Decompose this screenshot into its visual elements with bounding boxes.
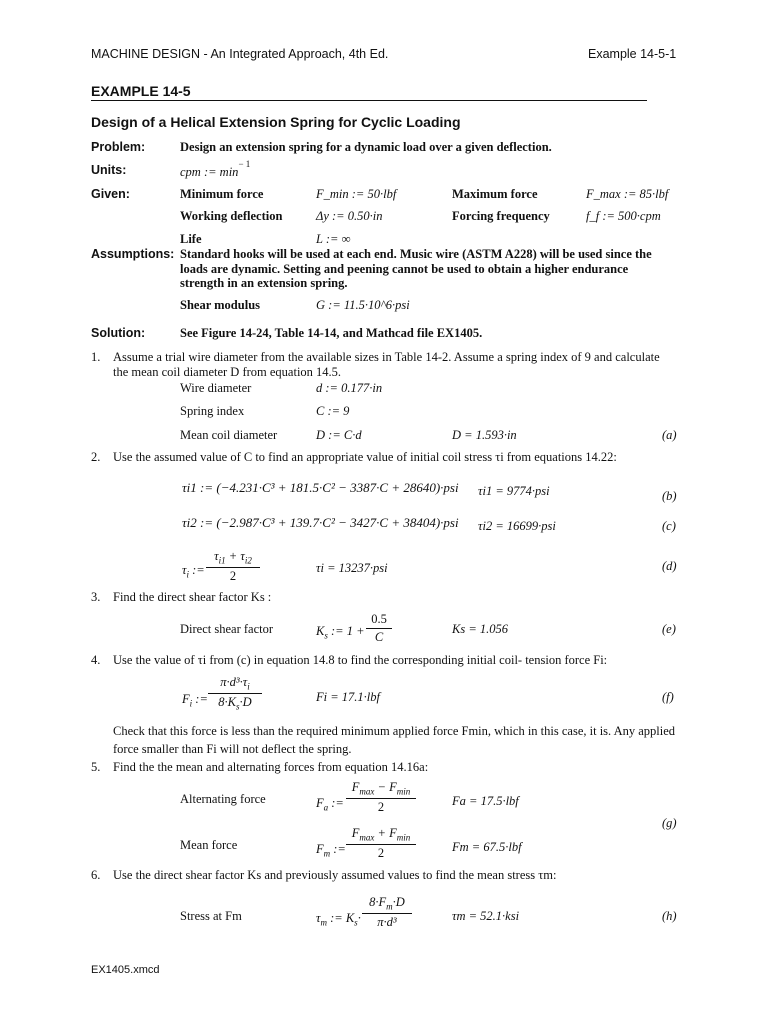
eq-tag-f: (f): [662, 690, 674, 704]
fa-result: Fa = 17.5·lbf: [452, 794, 519, 808]
taum-fraction: $8\cdot F_m\cdot D$ π·d³: [362, 895, 412, 930]
step-1-number: 1.: [91, 350, 101, 364]
fm-lhs: $F_m$ :=: [316, 842, 346, 859]
label-solution: Solution:: [91, 326, 146, 340]
label-given: Given:: [91, 187, 130, 201]
step-5-text: Find the the mean and alternating forces from equation 14.16a:: [113, 760, 429, 774]
eq-tag-e: (e): [662, 622, 676, 636]
mean-force-label: Mean force: [180, 838, 238, 852]
label-problem: Problem:: [91, 140, 146, 154]
solution-text: See Figure 14-24, Table 14-14, and Mathcad file EX1405.: [180, 326, 483, 340]
tau-i-lhs: $\tau_i$ :=: [182, 563, 205, 580]
eq-tag-d: (d): [662, 559, 677, 573]
label-assumptions: Assumptions:: [91, 247, 175, 261]
footer-filename: EX1405.xmcd: [91, 964, 160, 976]
given-freq-label: Forcing frequency: [452, 209, 550, 223]
step-1-text: Assume a trial wire diameter from the available sizes in Table 14-2. Assume a spring index of 9 and calculate the mean coil diameter D from equation 14.5.: [113, 350, 660, 379]
shear-modulus-eq: G := 11.5·10^6·psi: [316, 298, 410, 312]
fi-fraction: $\pi\cdot d^3\cdot\tau_i$ $8\cdot K_s\cdot D$: [208, 675, 262, 711]
fi-result: Fi = 17.1·lbf: [316, 690, 380, 704]
taum-result: τm = 52.1·ksi: [452, 909, 520, 923]
step-3-text: Find the direct shear factor Ks :: [113, 590, 272, 604]
check-text: Check that this force is less than the required minimum applied force Fmin, which in this case, it is. Any applied force smaller than Fi will not deflect the spring.: [113, 724, 676, 756]
step-3-number: 3.: [91, 590, 101, 604]
tau-i-result: τi = 13237·psi: [316, 561, 388, 575]
given-work-defl-label: Working deflection: [180, 209, 283, 223]
given-max-force-eq: F_max := 85·lbf: [586, 187, 669, 201]
wire-diameter-eq: d := 0.177·in: [316, 381, 383, 395]
direct-shear-label: Direct shear factor: [180, 622, 273, 636]
eq-tag-a: (a): [662, 428, 677, 442]
ks-lhs: $K_s$ := 1 +: [316, 624, 365, 641]
mean-coil-diameter-result: D = 1.593·in: [452, 428, 517, 442]
eq-tag-c: (c): [662, 519, 676, 533]
step-4-number: 4.: [91, 653, 101, 667]
eq-tag-g: (g): [662, 816, 677, 830]
ks-result: Ks = 1.056: [452, 622, 509, 636]
spring-index-eq: C := 9: [316, 404, 350, 418]
tau-i1-eq: τi1 := (−4.231·C³ + 181.5·C² − 3387·C + 28640)·psi: [182, 480, 459, 495]
fm-result: Fm = 67.5·lbf: [452, 840, 522, 854]
given-freq-eq: f_f := 500·cpm: [586, 209, 661, 223]
shear-modulus-label: Shear modulus: [180, 298, 261, 312]
step-6-text: Use the direct shear factor Ks and previously assumed values to find the mean stress τm:: [113, 868, 557, 882]
label-units: Units:: [91, 163, 127, 177]
eq-tag-b: (b): [662, 489, 677, 503]
running-header-page: Example 14-5-1: [588, 47, 677, 61]
example-title: Design of a Helical Extension Spring for Cyclic Loading: [91, 114, 461, 130]
fi-lhs: $F_i$ :=: [182, 692, 208, 709]
fa-fraction: $F_{max} - F_{min}$ 2: [346, 780, 416, 815]
given-min-force-eq: F_min := 50·lbf: [316, 187, 397, 201]
tau-i-fraction: $\tau_{i1} + \tau_{i2}$ 2: [206, 549, 260, 584]
given-life-label: Life: [180, 232, 202, 246]
units-eq: cpm := $\min^{- 1}$: [180, 159, 251, 180]
step-6-number: 6.: [91, 868, 101, 882]
eq-tag-h: (h): [662, 909, 677, 923]
step-5-number: 5.: [91, 760, 101, 774]
fm-fraction: $F_{max} + F_{min}$ 2: [346, 826, 416, 861]
given-min-force-label: Minimum force: [180, 187, 264, 201]
step-2-text: Use the assumed value of C to find an appropriate value of initial coil stress τi from equations 14.22:: [113, 450, 617, 464]
alternating-force-label: Alternating force: [180, 792, 266, 806]
mean-coil-diameter-label: Mean coil diameter: [180, 428, 278, 442]
stress-at-fm-label: Stress at Fm: [180, 909, 242, 923]
tau-i2-eq: τi2 := (−2.987·C³ + 139.7·C² − 3427·C + 38404)·psi: [182, 515, 459, 530]
fa-lhs: $F_a$ :=: [316, 796, 344, 813]
example-id: EXAMPLE 14-5: [91, 83, 191, 99]
taum-lhs: $\tau_m$ := $K_s\cdot$: [316, 911, 361, 928]
tau-i1-result: τi1 = 9774·psi: [478, 484, 550, 498]
step-2-number: 2.: [91, 450, 101, 464]
spring-index-label: Spring index: [180, 404, 245, 418]
wire-diameter-label: Wire diameter: [180, 381, 252, 395]
mean-coil-diameter-eq: D := C·d: [316, 428, 362, 442]
given-life-eq: L := ∞: [316, 232, 351, 246]
given-work-defl-eq: Δy := 0.50·in: [316, 209, 383, 223]
assumptions-text: Standard hooks will be used at each end. Music wire (ASTM A228) will be used since the loads are dynamic. Setting and peening cannot be used to obtain a higher endurance strength in an extension spring.: [180, 247, 652, 290]
running-header-title: MACHINE DESIGN - An Integrated Approach, 4th Ed.: [91, 47, 389, 61]
problem-text: Design an extension spring for a dynamic load over a given deflection.: [180, 140, 552, 154]
given-max-force-label: Maximum force: [452, 187, 538, 201]
example-underline: [91, 100, 647, 101]
ks-fraction: 0.5 C: [366, 612, 392, 645]
step-4-text: Use the value of τi from (c) in equation 14.8 to find the corresponding initial coil- tension force Fi:: [113, 653, 608, 667]
tau-i2-result: τi2 = 16699·psi: [478, 519, 556, 533]
